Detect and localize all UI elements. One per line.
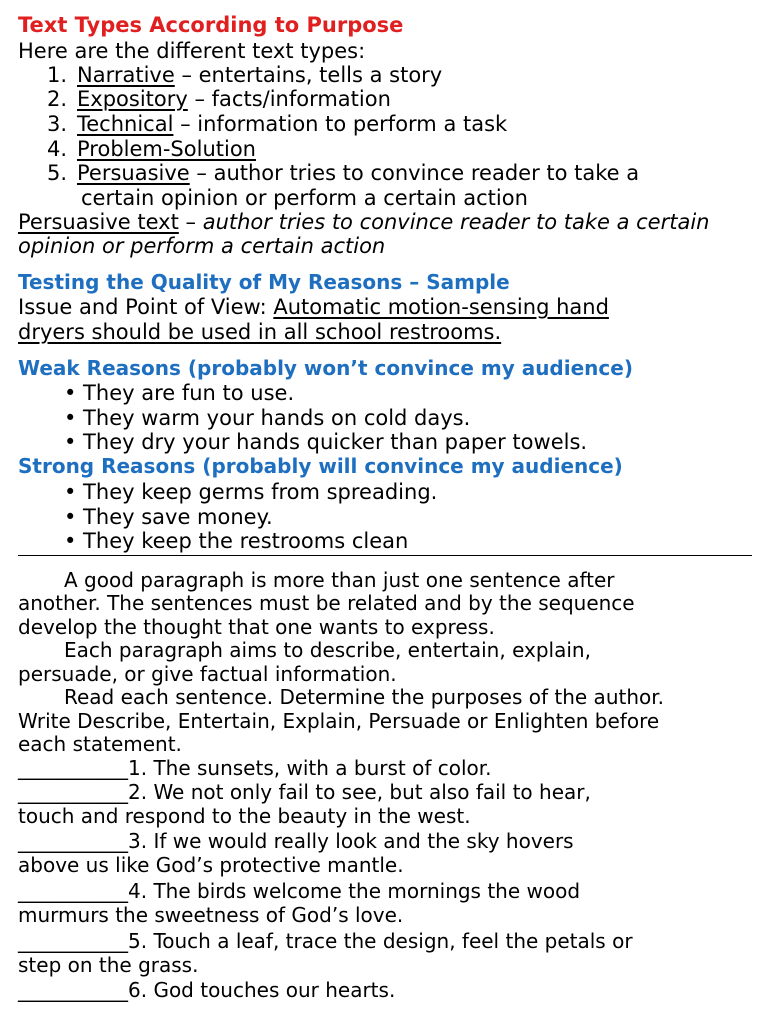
exercise-line: step on the grass. — [18, 953, 199, 977]
sample-heading: Testing the Quality of My Reasons – Sample — [18, 270, 510, 294]
strong-reason-item: • They keep germs from spreading. — [64, 480, 438, 504]
list-item — [47, 87, 391, 111]
issue-statement-continuation: dryers should be used in all school restrooms. — [18, 320, 502, 344]
page-title: Text Types According to Purpose — [18, 13, 404, 37]
text-type-term: Expository — [77, 87, 188, 111]
exercise-line: ___________4. The birds welcome the mornings the wood — [18, 879, 581, 903]
weak-reason-item: • They dry your hands quicker than paper towels. — [64, 430, 588, 454]
paragraph-line: develop the thought that one wants to express. — [18, 615, 495, 639]
issue-line — [18, 295, 609, 319]
exercise-line: murmurs the sweetness of God’s love. — [18, 903, 404, 927]
paragraph-line: Read each sentence. Determine the purposes of the author. — [64, 685, 664, 709]
exercise-line: ___________3. If we would really look and the sky hovers — [18, 829, 574, 853]
strong-reasons-heading: Strong Reasons (probably will convince my audience) — [18, 454, 623, 478]
definition-dash: – — [178, 210, 203, 234]
text-type-term: Problem-Solution — [77, 137, 256, 161]
intro-text: Here are the different text types: — [18, 39, 366, 63]
list-item — [47, 112, 507, 136]
persuasive-definition — [18, 210, 709, 234]
list-number: 2. — [47, 87, 68, 111]
exercise-line: ___________6. God touches our hearts. — [18, 978, 396, 1002]
text-type-desc: – entertains, tells a story — [174, 63, 443, 87]
list-item — [47, 161, 639, 185]
paragraph-line: each statement. — [18, 732, 182, 756]
exercise-line: ___________1. The sunsets, with a burst of color. — [18, 756, 492, 780]
exercise-line: touch and respond to the beauty in the west. — [18, 804, 471, 828]
list-number: 4. — [47, 137, 68, 161]
text-type-desc: – author tries to convince reader to take a — [189, 161, 640, 185]
issue-label: Issue and Point of View: — [18, 295, 274, 319]
text-type-desc: – facts/information — [187, 87, 391, 111]
exercise-line: ___________5. Touch a leaf, trace the design, feel the petals or — [18, 929, 633, 953]
issue-statement: Automatic motion-sensing hand — [273, 295, 609, 319]
text-type-term: Narrative — [77, 63, 175, 87]
exercise-line: ___________2. We not only fail to see, but also fail to hear, — [18, 780, 591, 804]
text-type-term: Persuasive — [77, 161, 190, 185]
weak-reasons-heading: Weak Reasons (probably won’t convince my audience) — [18, 356, 633, 380]
weak-reason-item: • They warm your hands on cold days. — [64, 406, 471, 430]
definition-text: author tries to convince reader to take a certain — [202, 210, 710, 234]
exercise-line: above us like God’s protective mantle. — [18, 853, 404, 877]
list-item-continuation: certain opinion or perform a certain action — [81, 186, 528, 210]
list-number: 5. — [47, 161, 68, 185]
list-number: 1. — [47, 63, 68, 87]
list-item — [47, 137, 256, 161]
paragraph-line: another. The sentences must be related and by the sequence — [18, 591, 635, 615]
paragraph-line: Write Describe, Entertain, Explain, Persuade or Enlighten before — [18, 709, 660, 733]
list-number: 3. — [47, 112, 68, 136]
text-type-desc: – information to perform a task — [173, 112, 508, 136]
text-type-term: Technical — [77, 112, 174, 136]
strong-reason-item: • They keep the restrooms clean — [64, 529, 409, 553]
paragraph-line: A good paragraph is more than just one sentence after — [64, 568, 615, 592]
definition-text-continuation: opinion or perform a certain action — [18, 234, 386, 258]
weak-reason-item: • They are fun to use. — [64, 381, 295, 405]
paragraph-line: Each paragraph aims to describe, entertain, explain, — [64, 638, 591, 662]
paragraph-line: persuade, or give factual information. — [18, 662, 397, 686]
strong-reason-item: • They save money. — [64, 505, 273, 529]
definition-term: Persuasive text — [18, 210, 179, 234]
section-divider — [18, 555, 752, 556]
list-item — [47, 63, 442, 87]
